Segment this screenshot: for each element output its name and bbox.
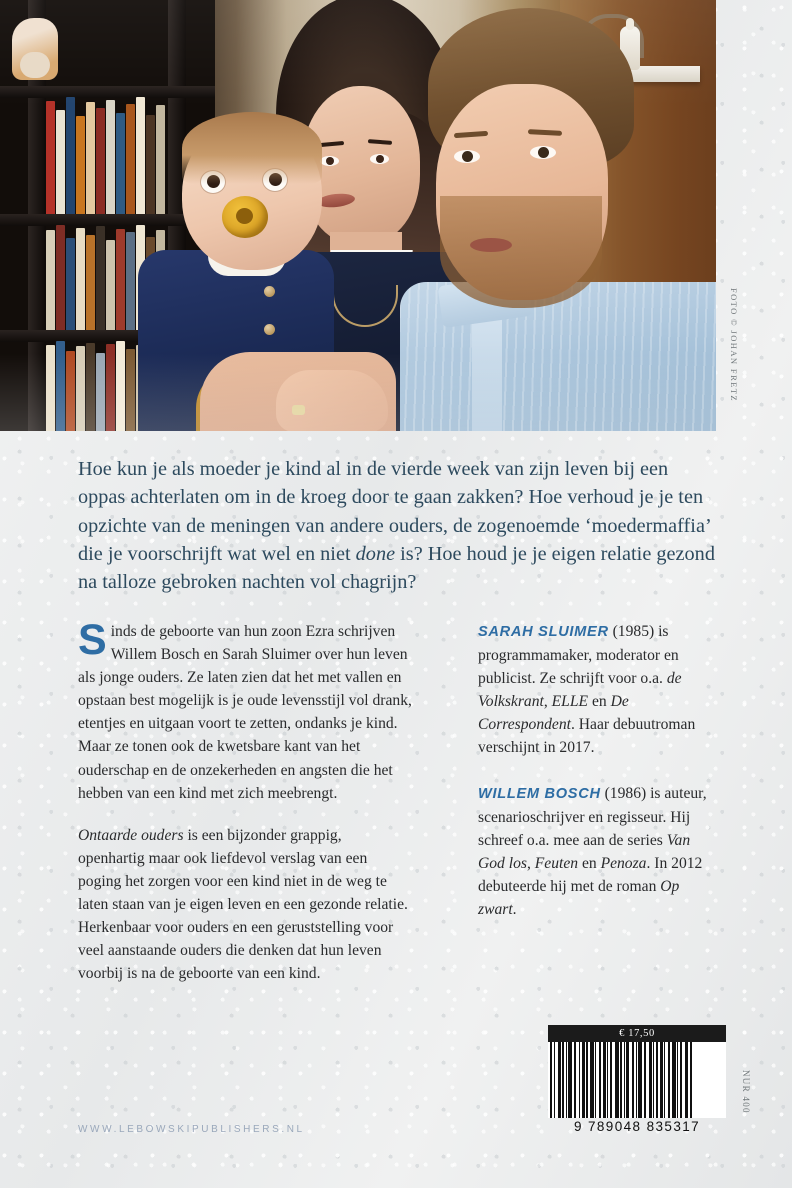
man-beard (440, 196, 602, 308)
description-paragraph-1 (78, 616, 412, 805)
author-bio-column (478, 620, 720, 921)
bio-willem-text-e: . (512, 901, 517, 919)
man-eye (454, 150, 480, 163)
cardigan-button (264, 324, 275, 335)
book-title-italic: Ontaarde ouders (78, 826, 184, 844)
woman-eye (370, 154, 389, 164)
bio-willem-italic-d: Op zwart (478, 877, 680, 919)
drop-cap: S (78, 616, 107, 664)
bio-sarah-italic-c: De Correspondent (478, 693, 629, 734)
bio-willem-text-c: en (578, 854, 601, 872)
intro-text-part1: Hoe kun je als moeder je kind al in de vierde week van zijn leven bij een oppas achterlaten om in de kroeg door te gaan zakken? Hoe verhoud je je ten opzichte van de meningen van andere ouders, de zogenoemde ‘moedermaffia’ die je voorschrijft wat wel en niet (78, 458, 711, 565)
intro-blurb (78, 455, 718, 596)
cardigan-button (264, 286, 275, 297)
price-label: € 17,50 (548, 1025, 726, 1042)
barcode-bars (548, 1042, 726, 1118)
bio-sarah-italic-b: ELLE (551, 693, 589, 711)
description-column (78, 616, 412, 985)
book-row (46, 96, 166, 214)
bio-willem-text-a: (1986) is auteur, scenarioschrijver en regisseur. Hij schreef o.a. mee aan de series (478, 784, 707, 849)
description-paragraph-2-text: is een bijzonder grappig, openhartig maar ook liefdevol verslag van een poging het zorgen voor een kind niet in de weg te laten staan van je eigen leven en een gezonde relatie. Herkenbaar voor ouders en een geruststelling voor veel aanstaande ouders die denken dat hun leven voorbij is na de geboorte van een kind. (78, 826, 408, 983)
publisher-website[interactable]: WWW.LEBOWSKIPUBLISHERS.NL (78, 1124, 305, 1135)
bio-willem-text-b: , (526, 854, 535, 872)
bio-sarah-italic-a: de Volkskrant (478, 670, 682, 711)
woman-hand (276, 370, 388, 431)
intro-text-part2: is? Hoe houd je je eigen relatie gezond na talloze gebroken nachten vol chagrijn? (78, 542, 715, 594)
woman-eye (320, 156, 339, 166)
nur-code: NUR 400 (741, 1070, 751, 1114)
photo-credit: FOTO © JOHAN FRETZ (729, 288, 739, 402)
man-brow (454, 131, 488, 138)
bio-willem-text-d: . In 2012 debuteerde hij met de roman (478, 854, 703, 895)
bio-sarah-text-b: , (543, 693, 552, 711)
shelf-figurine (12, 18, 58, 80)
woman-brow (320, 141, 344, 147)
bio-name-willem: WILLEM BOSCH (478, 785, 601, 802)
pacifier (222, 196, 268, 238)
description-paragraph-1-text: inds de geboorte van hun zoon Ezra schrijven Willem Bosch en Sarah Sluimer over hun leven als jonge ouders. Ze laten zien dat het met vallen en opstaan best mogelijk is je oude levensstijl vol drank, etentjes en uitgaan voort te zetten, ondanks je kind. Maar ze tonen ook de kwetsbare kant van het ouderschap en de onzekerheden en angsten die het hebben van een kind met zich meebrengt. (78, 623, 412, 802)
woman-brow (368, 139, 392, 145)
cover-photograph (0, 0, 716, 431)
isbn-number: 9 789048 835317 (573, 1119, 701, 1134)
barcode-block (548, 1025, 726, 1134)
bio-name-sarah: SARAH SLUIMER (478, 624, 609, 640)
bio-sarah-sluimer (478, 620, 720, 760)
bio-sarah-text-a: (1985) is programmamaker, moderator en publicist. Ze schrijft voor o.a. (478, 623, 679, 688)
man-brow (528, 129, 562, 136)
bio-willem-italic-c: Penoza (600, 854, 647, 872)
baby-hair (182, 112, 322, 184)
bio-willem-italic-b: Feuten (534, 854, 579, 872)
bio-willem-italic-a: Van God los (478, 831, 691, 872)
bio-sarah-text-d: . Haar debuutroman verschijnt in 2017. (478, 716, 696, 757)
description-paragraph-2 (78, 824, 412, 986)
bio-willem-bosch (478, 782, 720, 922)
bio-sarah-text-c: en (588, 693, 611, 711)
man-mouth (470, 238, 512, 252)
photo-scene (0, 0, 716, 431)
man-eye (530, 146, 556, 159)
intro-emphasis: done (355, 542, 396, 565)
woman-ring (292, 405, 305, 415)
